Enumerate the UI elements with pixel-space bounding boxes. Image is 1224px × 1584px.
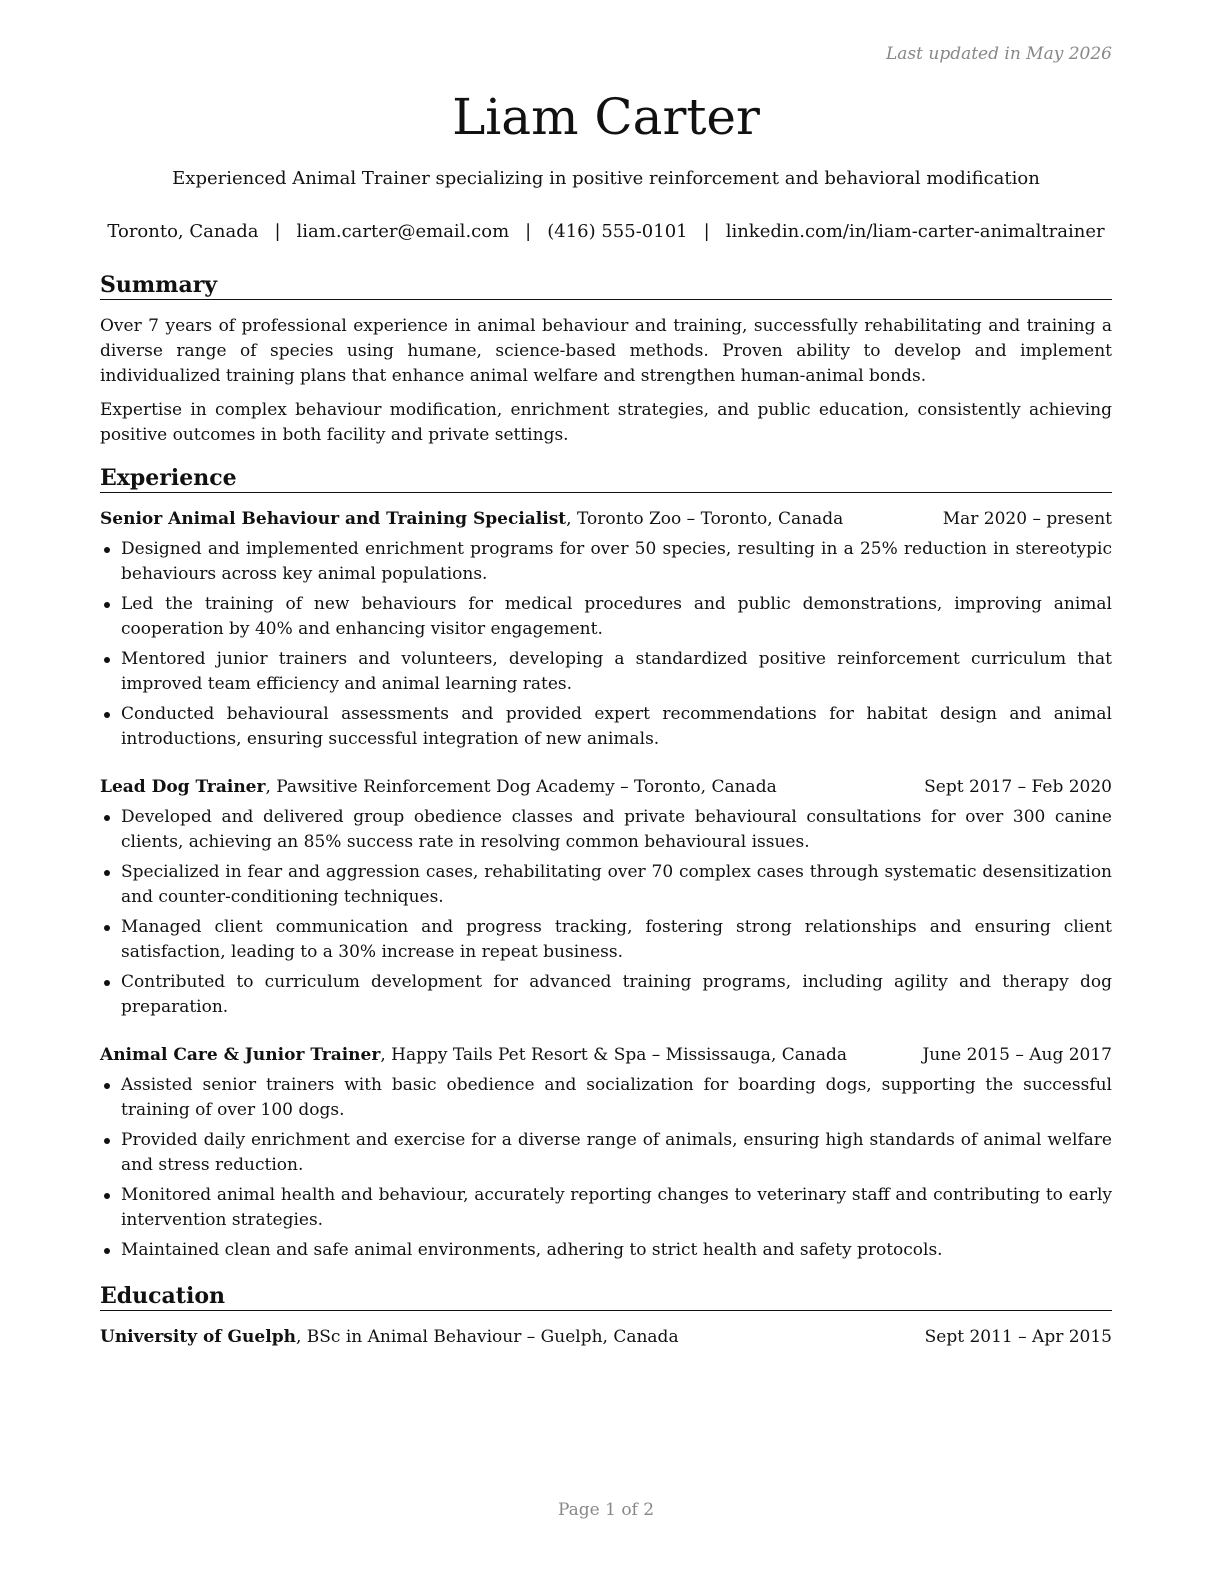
bullet-icon	[104, 712, 110, 718]
bullet-text: Contributed to curriculum development for advanced training programs, including agility and therapy dog preparation.	[121, 972, 1112, 1017]
bullet-text: Specialized in fear and aggression cases, rehabilitating over 70 complex cases through systematic desensitization and counter-conditioning techniques.	[121, 862, 1112, 907]
list-item	[100, 537, 1112, 587]
job-title: Lead Dog Trainer	[100, 777, 266, 797]
job-bullets	[100, 1073, 1112, 1268]
bullet-text: Designed and implemented enrichment programs for over 50 species, resulting in a 25% reduction in stereotypic behaviours across key animal populations.	[121, 539, 1112, 584]
list-item	[100, 1128, 1112, 1178]
list-item	[100, 592, 1112, 642]
section-title-summary: Summary	[100, 271, 1112, 300]
bullet-text: Assisted senior trainers with basic obedience and socialization for boarding dogs, supporting the successful training of over 100 dogs.	[121, 1075, 1112, 1120]
job-title: Senior Animal Behaviour and Training Specialist	[100, 509, 567, 529]
bullet-icon	[104, 547, 110, 553]
job-dates: Sept 2017 – Feb 2020	[924, 777, 1112, 797]
list-item	[100, 647, 1112, 697]
list-item	[100, 702, 1112, 752]
job-bullets	[100, 537, 1112, 757]
job-heading	[100, 507, 1112, 532]
job-dates: June 2015 – Aug 2017	[922, 1045, 1112, 1065]
job-bullets	[100, 805, 1112, 1025]
bullet-text: Maintained clean and safe animal environments, adhering to strict health and safety protocols.	[121, 1240, 943, 1260]
job-org: , Toronto Zoo – Toronto, Canada	[566, 509, 844, 529]
contact-separator: |	[274, 221, 281, 242]
list-item	[100, 805, 1112, 855]
bullet-text: Managed client communication and progress tracking, fostering strong relationships and ensuring client satisfaction, leading to a 30% increase in repeat business.	[121, 917, 1112, 962]
contact-phone[interactable]: (416) 555-0101	[547, 221, 688, 242]
contact-separator: |	[703, 221, 710, 242]
headline: Experienced Animal Trainer specializing in positive reinforcement and behavioral modification	[172, 168, 1040, 189]
bullet-icon	[104, 602, 110, 608]
resume-page	[100, 0, 1112, 1584]
school-name: University of Guelph	[100, 1327, 296, 1347]
bullet-icon	[104, 925, 110, 931]
summary-paragraph-1: Over 7 years of professional experience in animal behaviour and training, successfully rehabilitating and training a diverse range of species using humane, science-based methods. Proven ability to develop and implement individualized training plans that enhance animal welfare and strengthen human-animal bonds.	[100, 316, 1112, 386]
bullet-icon	[104, 1083, 110, 1089]
bullet-icon	[104, 657, 110, 663]
list-item	[100, 915, 1112, 965]
bullet-text: Provided daily enrichment and exercise for a diverse range of animals, ensuring high standards of animal welfare and stress reduction.	[121, 1130, 1112, 1175]
list-item	[100, 970, 1112, 1020]
job-title: Animal Care & Junior Trainer	[100, 1045, 381, 1065]
education-dates: Sept 2011 – Apr 2015	[924, 1327, 1112, 1347]
bullet-text: Monitored animal health and behaviour, accurately reporting changes to veterinary staff and contributing to early intervention strategies.	[121, 1185, 1112, 1230]
section-title-experience: Experience	[100, 464, 1112, 493]
list-item	[100, 1073, 1112, 1123]
list-item	[100, 860, 1112, 910]
bullet-text: Conducted behavioural assessments and provided expert recommendations for habitat design and animal introductions, ensuring successful integration of new animals.	[121, 704, 1112, 749]
section-title-education: Education	[100, 1282, 1112, 1311]
bullet-text: Led the training of new behaviours for medical procedures and public demonstrations, improving animal cooperation by 40% and enhancing visitor engagement.	[121, 594, 1112, 639]
candidate-name: Liam Carter	[452, 88, 760, 146]
job-org: , Pawsitive Reinforcement Dog Academy – Toronto, Canada	[265, 777, 777, 797]
contact-line	[100, 219, 1112, 245]
job-heading	[100, 775, 1112, 800]
page-number: Page 1 of 2	[557, 1500, 655, 1520]
bullet-text: Mentored junior trainers and volunteers, developing a standardized positive reinforcement curriculum that improved team efficiency and animal learning rates.	[121, 649, 1112, 694]
list-item	[100, 1238, 1112, 1263]
contact-separator: |	[525, 221, 532, 242]
education-entry	[100, 1325, 1112, 1350]
summary-paragraph-2: Expertise in complex behaviour modification, enrichment strategies, and public education, consistently achieving positive outcomes in both facility and private settings.	[100, 400, 1112, 445]
bullet-icon	[104, 980, 110, 986]
last-updated: Last updated in May 2026	[885, 44, 1112, 64]
job-heading	[100, 1043, 1112, 1068]
bullet-text: Developed and delivered group obedience classes and private behavioural consultations for over 300 canine clients, achieving an 85% success rate in resolving common behavioural issues.	[121, 807, 1112, 852]
bullet-icon	[104, 1193, 110, 1199]
bullet-icon	[104, 815, 110, 821]
contact-linkedin[interactable]: linkedin.com/in/liam-carter-animaltrainer	[725, 221, 1105, 242]
list-item	[100, 1183, 1112, 1233]
bullet-icon	[104, 1138, 110, 1144]
degree: , BSc in Animal Behaviour – Guelph, Canada	[295, 1327, 679, 1347]
contact-email[interactable]: liam.carter@email.com	[296, 221, 510, 242]
job-org: , Happy Tails Pet Resort & Spa – Mississauga, Canada	[380, 1045, 847, 1065]
contact-location: Toronto, Canada	[107, 221, 259, 242]
bullet-icon	[104, 1248, 110, 1254]
bullet-icon	[104, 870, 110, 876]
job-dates: Mar 2020 – present	[942, 509, 1112, 529]
